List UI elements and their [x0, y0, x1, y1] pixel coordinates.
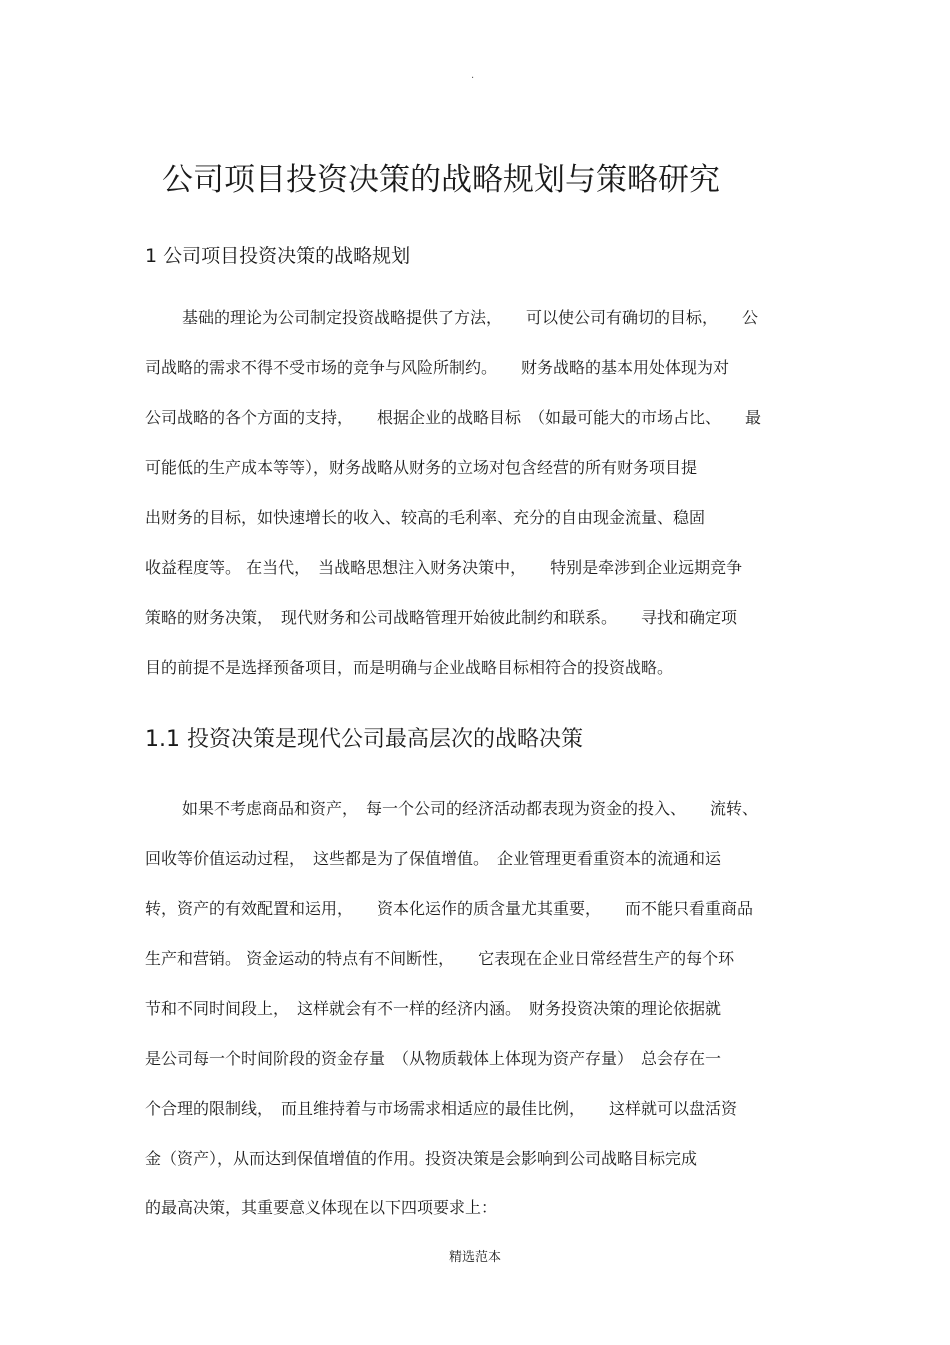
paragraph-line: 生产和营销。 资金运动的特点有不间断性， 它表现在企业日常经营生产的每个环 [145, 949, 735, 968]
paragraph-line: 公司战略的各个方面的支持， 根据企业的战略目标 （如最可能大的市场占比、 最 [145, 408, 762, 427]
section-1-heading: 1 公司项目投资决策的战略规划 [145, 245, 411, 267]
paragraph-line: 的最高决策，其重要意义体现在以下四项要求上： [145, 1198, 498, 1217]
page-footer: 精选范本 [448, 1250, 501, 1265]
paragraph-line: 出财务的目标，如快速增长的收入、较高的毛利率、充分的自由现金流量、稳固 [145, 508, 706, 527]
paragraph-line: 个合理的限制线， 而且维持着与市场需求相适应的最佳比例， 这样就可以盘活资 [145, 1099, 738, 1118]
section-1-1-heading: 1.1 投资决策是现代公司最高层次的战略决策 [145, 727, 583, 752]
paragraph-line: 策略的财务决策， 现代财务和公司战略管理开始彼此制约和联系。 寻找和确定项 [145, 608, 738, 627]
paragraph-line: 如果不考虑商品和资产， 每一个公司的经济活动都表现为资金的投入、 流转、 [182, 799, 759, 818]
paragraph-line: 司战略的需求不得不受市场的竞争与风险所制约。 财务战略的基本用处体现为对 [145, 358, 730, 377]
paragraph-line: 转，资产的有效配置和运用， 资本化运作的质含量尤其重要， 而不能只看重商品 [145, 899, 754, 918]
paragraph-line: 金（资产），从而达到保值增值的作用。投资决策是会影响到公司战略目标完成 [145, 1149, 698, 1168]
paragraph-line: 回收等价值运动过程， 这些都是为了保值增值。 企业管理更看重资本的流通和运 [145, 849, 722, 868]
paragraph-line: 可能低的生产成本等等），财务战略从财务的立场对包含经营的所有财务项目提 [145, 458, 698, 477]
paragraph-line: 收益程度等。 在当代， 当战略思想注入财务决策中， 特别是牵涉到企业远期竞争 [145, 558, 743, 577]
top-mark: . [471, 70, 475, 81]
paragraph-line: 节和不同时间段上， 这样就会有不一样的经济内涵。 财务投资决策的理论依据就 [145, 999, 722, 1018]
paragraph-line: 目的前提不是选择预备项目，而是明确与企业战略目标相符合的投资战略。 [145, 658, 674, 677]
paragraph-line: 是公司每一个时间阶段的资金存量 （从物质载体上体现为资产存量） 总会存在一 [145, 1049, 722, 1068]
paragraph-line: 基础的理论为公司制定投资战略提供了方法， 可以使公司有确切的目标， 公 [182, 308, 759, 327]
document-title: 公司项目投资决策的战略规划与策略研究 [162, 162, 720, 198]
